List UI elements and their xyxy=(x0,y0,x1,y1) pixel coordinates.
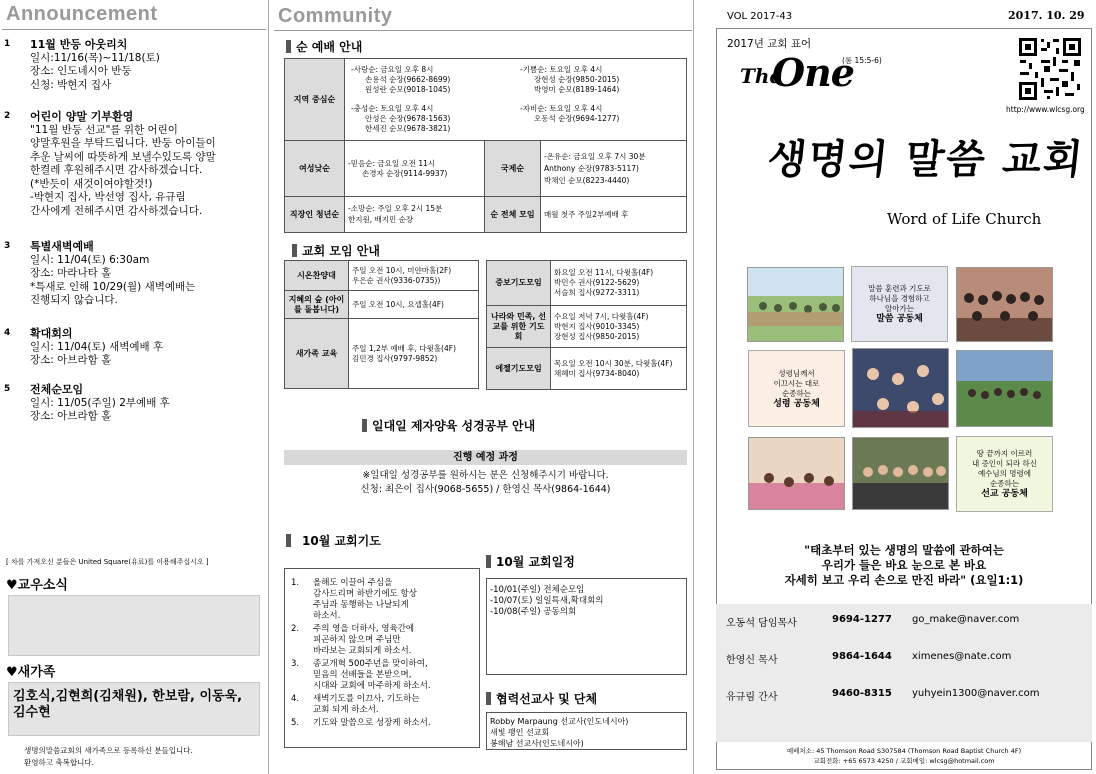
worship-table xyxy=(284,58,687,233)
announcement-item-title: 확대회의 xyxy=(30,327,73,340)
caption-line: 땅 끝까지 이르러 xyxy=(976,449,1033,458)
missionary-box xyxy=(486,712,687,750)
caption-line: 예수님의 명령에 xyxy=(977,469,1032,478)
meeting-line: 우은순 권사(9336-0735)) xyxy=(352,275,441,285)
prayer-text xyxy=(313,659,431,692)
qr-code-icon[interactable] xyxy=(1017,36,1083,102)
meeting-label: 중보기도모임 xyxy=(487,261,551,306)
prayer-text xyxy=(313,578,417,622)
meetings-left-table xyxy=(284,260,479,389)
announcement-item xyxy=(4,383,266,424)
contact-name: 한영신 목사 xyxy=(726,655,778,666)
newcomer-note-1: 생명의말씀교회의 새가족으로 등록하신 분들입니다. xyxy=(24,746,193,755)
meeting-line: 김민경 집사(9797-9852) xyxy=(352,353,438,363)
prayer-number: 1. xyxy=(291,578,300,588)
caption-line: 성령님께서 xyxy=(778,368,815,378)
announcement-line: 신청: 박현지 집사 xyxy=(30,78,112,91)
photo-garden-group xyxy=(956,350,1053,427)
address-line-2: 교회전화: +65 6573 4250 / 교회메일: wlcsg@hotmail.com xyxy=(813,757,995,765)
caption-spirit-community xyxy=(748,350,845,427)
verse-ref: (롬 15:5-6) xyxy=(842,56,882,65)
announcement-line: 간사에게 전해주시면 감사하겠습니다. xyxy=(30,204,203,217)
prayer-line: 바라보는 교회되게 하소서. xyxy=(313,646,412,656)
prayer-number: 4. xyxy=(291,694,300,704)
news-heading: ♥교우소식 xyxy=(6,578,68,593)
announcement-title: Announcement xyxy=(6,3,158,25)
prayer-line: 믿음의 선배들을 본받으며, xyxy=(313,670,412,680)
announcement-line: 일시: 11/04(토) 6:30am xyxy=(30,253,150,266)
announcement-body xyxy=(30,240,266,308)
region-line: 오동석 순장(9694-1277) xyxy=(534,114,620,123)
announcement-line: 진행되지 않습니다. xyxy=(30,294,118,306)
announcement-line: 장소: 마라나타 홀 xyxy=(30,267,112,279)
quote-line-1: "태초부터 있는 생명의 말씀에 관하여는 xyxy=(804,543,1004,557)
caption-word-community xyxy=(851,266,948,342)
contact-phone: 9694-1277 xyxy=(832,614,892,625)
meeting-line: 화요일 오전 11시, 다윗홀(4F) xyxy=(554,268,654,277)
prayer-line: 감사드리며 하반기에도 항상 xyxy=(313,589,417,599)
youth-cell xyxy=(345,197,485,233)
caption-line: 말씀 훈련과 기도로 xyxy=(868,284,931,293)
newcomer-note-2: 환영하고 축복합니다. xyxy=(24,758,94,767)
prayer-item xyxy=(291,718,473,729)
announcement-line: 장소: 아브라함 홀 xyxy=(30,410,112,422)
region-line: 한세진 순모(9678-3821) xyxy=(365,124,451,133)
announcement-line: 한켤레 후원해주시면 감사하겠습니다. xyxy=(30,164,203,176)
meeting-line: 박민수 권사(9122-5629) xyxy=(554,278,640,287)
announcement-item xyxy=(4,240,266,308)
prayer-text xyxy=(313,718,431,729)
parking-note: [ 차를 가져오신 분들은 United Square(유료)를 이용해주십시오 ] xyxy=(6,558,209,566)
missionary-item: 봉해남 선교사(인도네시아) xyxy=(490,739,584,748)
prayer-line: 피곤하지 않으며 주님만 xyxy=(313,635,401,645)
photo-mission-group xyxy=(852,437,949,510)
announcement-number: 2 xyxy=(4,111,11,121)
announcement-item xyxy=(4,110,266,218)
announcement-body xyxy=(30,38,266,92)
announcement-line: -박현지 집사, 박선영 집사, 유규림 xyxy=(30,191,186,203)
schedule-item: -10/08(주일) 공동의회 xyxy=(490,607,577,617)
schedule-item: -10/01(주일) 전체순모임 xyxy=(490,585,585,595)
caption-3-text xyxy=(957,449,1052,489)
contact-box xyxy=(716,604,1092,742)
contact-row xyxy=(726,651,1011,666)
prayer-item xyxy=(291,578,473,622)
motto-label: 2017년 교회 표어 xyxy=(727,38,812,50)
missionary-heading: 협력선교사 및 단체 xyxy=(486,690,597,707)
announcement-item-title: 어린이 양말 기부환영 xyxy=(30,110,134,123)
announcement-item xyxy=(4,38,266,92)
prayer-number: 3. xyxy=(291,659,300,669)
women-line: -믿음순: 금요일 오전 11시 xyxy=(348,158,436,168)
prayer-box xyxy=(284,568,480,748)
region-line: 박영미 순모(8189-1464) xyxy=(534,85,620,94)
caption-line: 순종하는 xyxy=(782,388,811,398)
prayer-item xyxy=(291,694,473,716)
meeting-details xyxy=(551,306,687,348)
disciple-line-1: ※일대일 성경공부를 원하시는 분은 신청해주시기 바랍니다. xyxy=(362,470,609,481)
meeting-details xyxy=(551,261,687,306)
intl-line: Anthony 순장(9783-5117) xyxy=(544,163,639,173)
meeting-label: 에젤기도모임 xyxy=(487,348,551,390)
contact-row xyxy=(726,688,1040,703)
website-url[interactable]: http://www.wlcsg.org xyxy=(1006,105,1085,114)
photo-kids xyxy=(748,437,845,510)
meeting-line: 장현성 집사(9850-2015) xyxy=(554,331,640,341)
quote-line-3: 자세히 보고 우리 손으로 만진 바라" (요일1:1) xyxy=(784,573,1024,587)
region-line: -기쁨순: 토요일 오후 4시 xyxy=(520,65,603,74)
meeting-label: 나라와 민족, 선교를 위한 기도회 xyxy=(487,306,551,348)
intl-label: 국제순 xyxy=(485,141,541,197)
prayer-line: 기도와 말씀으로 성장케 하소서. xyxy=(313,718,431,728)
church-name-ko: 생명의 말씀 교회 xyxy=(765,136,1087,183)
announcement-body xyxy=(30,327,266,368)
announcement-line: 일시: 11/05(주일) 2부예배 후 xyxy=(30,396,170,409)
region-line: 손용석 순장(9662-8699) xyxy=(365,75,451,84)
caption-line: 하나님을 경험하고 xyxy=(869,294,930,303)
prayer-line: 교회 되게 하소서. xyxy=(313,705,379,715)
meeting-label: 새가족 교육 xyxy=(285,319,349,389)
announcement-rule xyxy=(2,29,266,30)
meetings-right-table xyxy=(486,260,687,390)
logo-one: One xyxy=(772,50,854,95)
news-box xyxy=(8,595,260,656)
intl-line: 박채인 순모(8223-4440) xyxy=(544,175,630,185)
women-line: 손경자 순장(9114-9937) xyxy=(362,168,448,178)
caption-mission-community xyxy=(956,436,1053,512)
announcement-item-title: 전체순모임 xyxy=(30,383,84,396)
prayer-line: 시대와 교회에 마주하게 하소서. xyxy=(313,681,431,691)
caption-3-bold: 선교 공동체 xyxy=(981,489,1028,499)
photo-group-indoor xyxy=(956,267,1053,342)
missionary-item: Robby Marpaung 선교사(인도네시아) xyxy=(490,717,629,726)
meeting-line: 주일 오전 10시, 요셉홀(4F) xyxy=(352,299,444,309)
prayer-number: 2. xyxy=(291,624,300,634)
youth-line: -소망순: 주일 오후 2시 15분 xyxy=(348,204,443,213)
region-left-cell xyxy=(351,65,450,134)
region-line: 원성란 순모(9018-1045) xyxy=(365,85,451,94)
meeting-line: 주일 1,2부 예배 후, 다윗홀(4F) xyxy=(352,343,456,353)
region-line: -사랑순: 금요일 오후 8시 xyxy=(351,65,434,74)
announcement-line: 양말후원을 부탁드립니다. 반둥 아이들이 xyxy=(30,137,216,149)
missionary-item: 새빛 팽인 선교회 xyxy=(490,728,550,737)
announcement-item xyxy=(4,327,266,368)
prayer-line: 종교개혁 500주년을 맞이하여, xyxy=(313,659,428,669)
column-divider-1 xyxy=(268,0,269,774)
youth-label: 직장인 청년순 xyxy=(285,197,345,233)
volume-label: VOL 2017-43 xyxy=(727,11,793,22)
quote-line-2: 우리가 들은 바요 눈으로 본 바요 xyxy=(821,558,987,572)
caption-line: 순종하는 xyxy=(990,479,1019,488)
announcement-number: 4 xyxy=(4,328,11,338)
prayer-line: 주님과 동행하는 나날되게 xyxy=(313,600,409,610)
schedule-heading: 10월 교회일정 xyxy=(486,553,575,570)
schedule-item: -10/07(토) 일일특새,확대회의 xyxy=(490,596,604,606)
meeting-details xyxy=(349,261,479,291)
caption-line: 이끄시는 대로 xyxy=(773,378,820,388)
newcomer-box xyxy=(8,682,260,736)
contact-phone: 9864-1644 xyxy=(832,651,892,662)
announcement-line: 일시:11/16(목)~11/18(토) xyxy=(30,51,160,64)
announcement-line: 일시: 11/04(토) 새벽예배 후 xyxy=(30,340,164,353)
newcomer-names: 김호식,김현희(김채원), 한보람, 이동욱, 김수현 xyxy=(13,689,243,720)
community-rule xyxy=(274,30,692,31)
meeting-line: 수요일 저녁 7시, 다윗홀(4F) xyxy=(554,311,649,321)
women-label: 여성낮순 xyxy=(285,141,345,197)
announcement-line: "11월 반둥 선교"를 위한 어린이 xyxy=(30,123,178,136)
photo-outdoor-group xyxy=(747,267,844,342)
newcomer-heading: ♥새가족 xyxy=(6,665,56,680)
column-divider-2 xyxy=(693,0,694,774)
announcement-line: 장소: 인도네시아 반둥 xyxy=(30,65,132,77)
contact-name: 오동석 담임목사 xyxy=(726,618,797,629)
disciple-line-2: 신청: 최은이 집사(9068-5655) / 한영신 목사(9864-1644) xyxy=(360,484,611,495)
meeting-label: 지혜의 숲 (아이를 돌봅니다) xyxy=(285,291,349,319)
intl-line: -온유순: 금요일 오후 7시 30분 xyxy=(544,151,646,161)
announcement-item-title: 특별새벽예배 xyxy=(30,240,94,253)
announcement-line: 추운 날씨에 따뜻하게 보낼수있도록 양말 xyxy=(30,150,216,163)
meeting-line: 주일 오전 10시, 미얀마홀(2F) xyxy=(352,265,452,275)
region-line: -자비순: 토요일 오후 4시 xyxy=(520,104,603,113)
women-cell xyxy=(345,141,485,197)
prayer-text xyxy=(313,694,420,716)
announcement-line: (*반듯이 새것이여야할것!) xyxy=(30,177,153,190)
disciple-heading: 일대일 제자양육 성경공부 안내 xyxy=(362,417,535,434)
region-right-cell xyxy=(520,65,680,134)
meeting-details xyxy=(349,291,479,319)
region-label: 지역 중심순 xyxy=(285,59,345,141)
meeting-details xyxy=(551,348,687,390)
contact-phone: 9460-8315 xyxy=(832,688,892,699)
region-line: 장현성 순장(9850-2015) xyxy=(534,75,620,84)
region-line: -충성순: 토요일 오후 4시 xyxy=(351,104,434,113)
contact-email[interactable]: yuhyein1300@naver.com xyxy=(912,688,1040,699)
contact-email[interactable]: go_make@naver.com xyxy=(912,614,1020,625)
announcement-body xyxy=(30,383,266,424)
all-cell: 매월 첫주 주일2부예배 후 xyxy=(541,197,687,233)
caption-1-text xyxy=(852,284,947,314)
schedule-box xyxy=(486,578,687,675)
photo-prayer xyxy=(852,348,949,428)
contact-row xyxy=(726,614,1019,629)
community-title: Community xyxy=(278,5,393,27)
church-name-en: Word of Life Church xyxy=(887,210,1042,228)
prayer-item xyxy=(291,624,473,657)
caption-line: 알아가는 xyxy=(885,304,914,313)
prayer-item xyxy=(291,659,473,692)
address-line-1: 예배처소: 45 Thomson Road S307584 (Thomson Road Baptist Church 4F) xyxy=(786,747,1022,755)
caption-line: 내 증인이 되라 하신 xyxy=(971,459,1038,468)
announcement-number: 1 xyxy=(4,39,11,49)
meeting-line: 채혜미 집사(9734-8040) xyxy=(554,368,640,378)
meeting-line: 목요일 오전 10시 30분, 다윗홀(4F) xyxy=(554,358,673,368)
caption-2-bold: 성령 공동체 xyxy=(773,398,820,409)
caption-1-bold: 말씀 공동체 xyxy=(876,314,923,324)
region-line: 안성은 순장(9678-1563) xyxy=(365,114,451,123)
issue-date: 2017. 10. 29 xyxy=(1008,9,1085,22)
announcement-line: *특새로 인해 10/29(월) 새벽예배는 xyxy=(30,280,196,293)
logo-the: The xyxy=(740,64,783,88)
intl-cell xyxy=(541,141,687,197)
all-label: 순 전체 모임 xyxy=(485,197,541,233)
meeting-heading: 교회 모임 안내 xyxy=(292,242,380,259)
announcement-number: 3 xyxy=(4,241,11,251)
caption-2-text xyxy=(749,369,844,399)
announcement-body xyxy=(30,110,266,218)
contact-email[interactable]: ximenes@nate.com xyxy=(912,651,1012,662)
meeting-label: 시온찬양대 xyxy=(285,261,349,291)
prayer-line: 하소서. xyxy=(313,611,341,621)
meeting-details xyxy=(349,319,479,389)
prayer-number: 5. xyxy=(291,718,300,728)
announcement-line: 장소: 아브라함 홀 xyxy=(30,354,112,366)
prayer-line: 주의 영을 더하사, 영육간에 xyxy=(313,624,415,634)
meeting-line: 박현지 집사(9010-3345) xyxy=(554,321,640,331)
youth-line: 한지원, 배지민 순장 xyxy=(348,215,414,224)
prayer-line: 올해도 이끌어 주심을 xyxy=(313,578,393,588)
prayer-heading: 10월 교회기도 xyxy=(286,532,381,549)
contact-name: 유규림 간사 xyxy=(726,692,778,703)
worship-heading: 순 예배 안내 xyxy=(286,38,362,55)
prayer-line: 새벽기도를 이끄사, 기도하는 xyxy=(313,694,420,704)
disciple-bar: 진행 예정 과정 xyxy=(284,450,687,465)
meeting-line: 서슬희 집사(9272-3311) xyxy=(554,288,640,297)
announcement-number: 5 xyxy=(4,384,11,394)
announcement-item-title: 11월 반등 아웃리치 xyxy=(30,38,128,51)
prayer-text xyxy=(313,624,414,657)
